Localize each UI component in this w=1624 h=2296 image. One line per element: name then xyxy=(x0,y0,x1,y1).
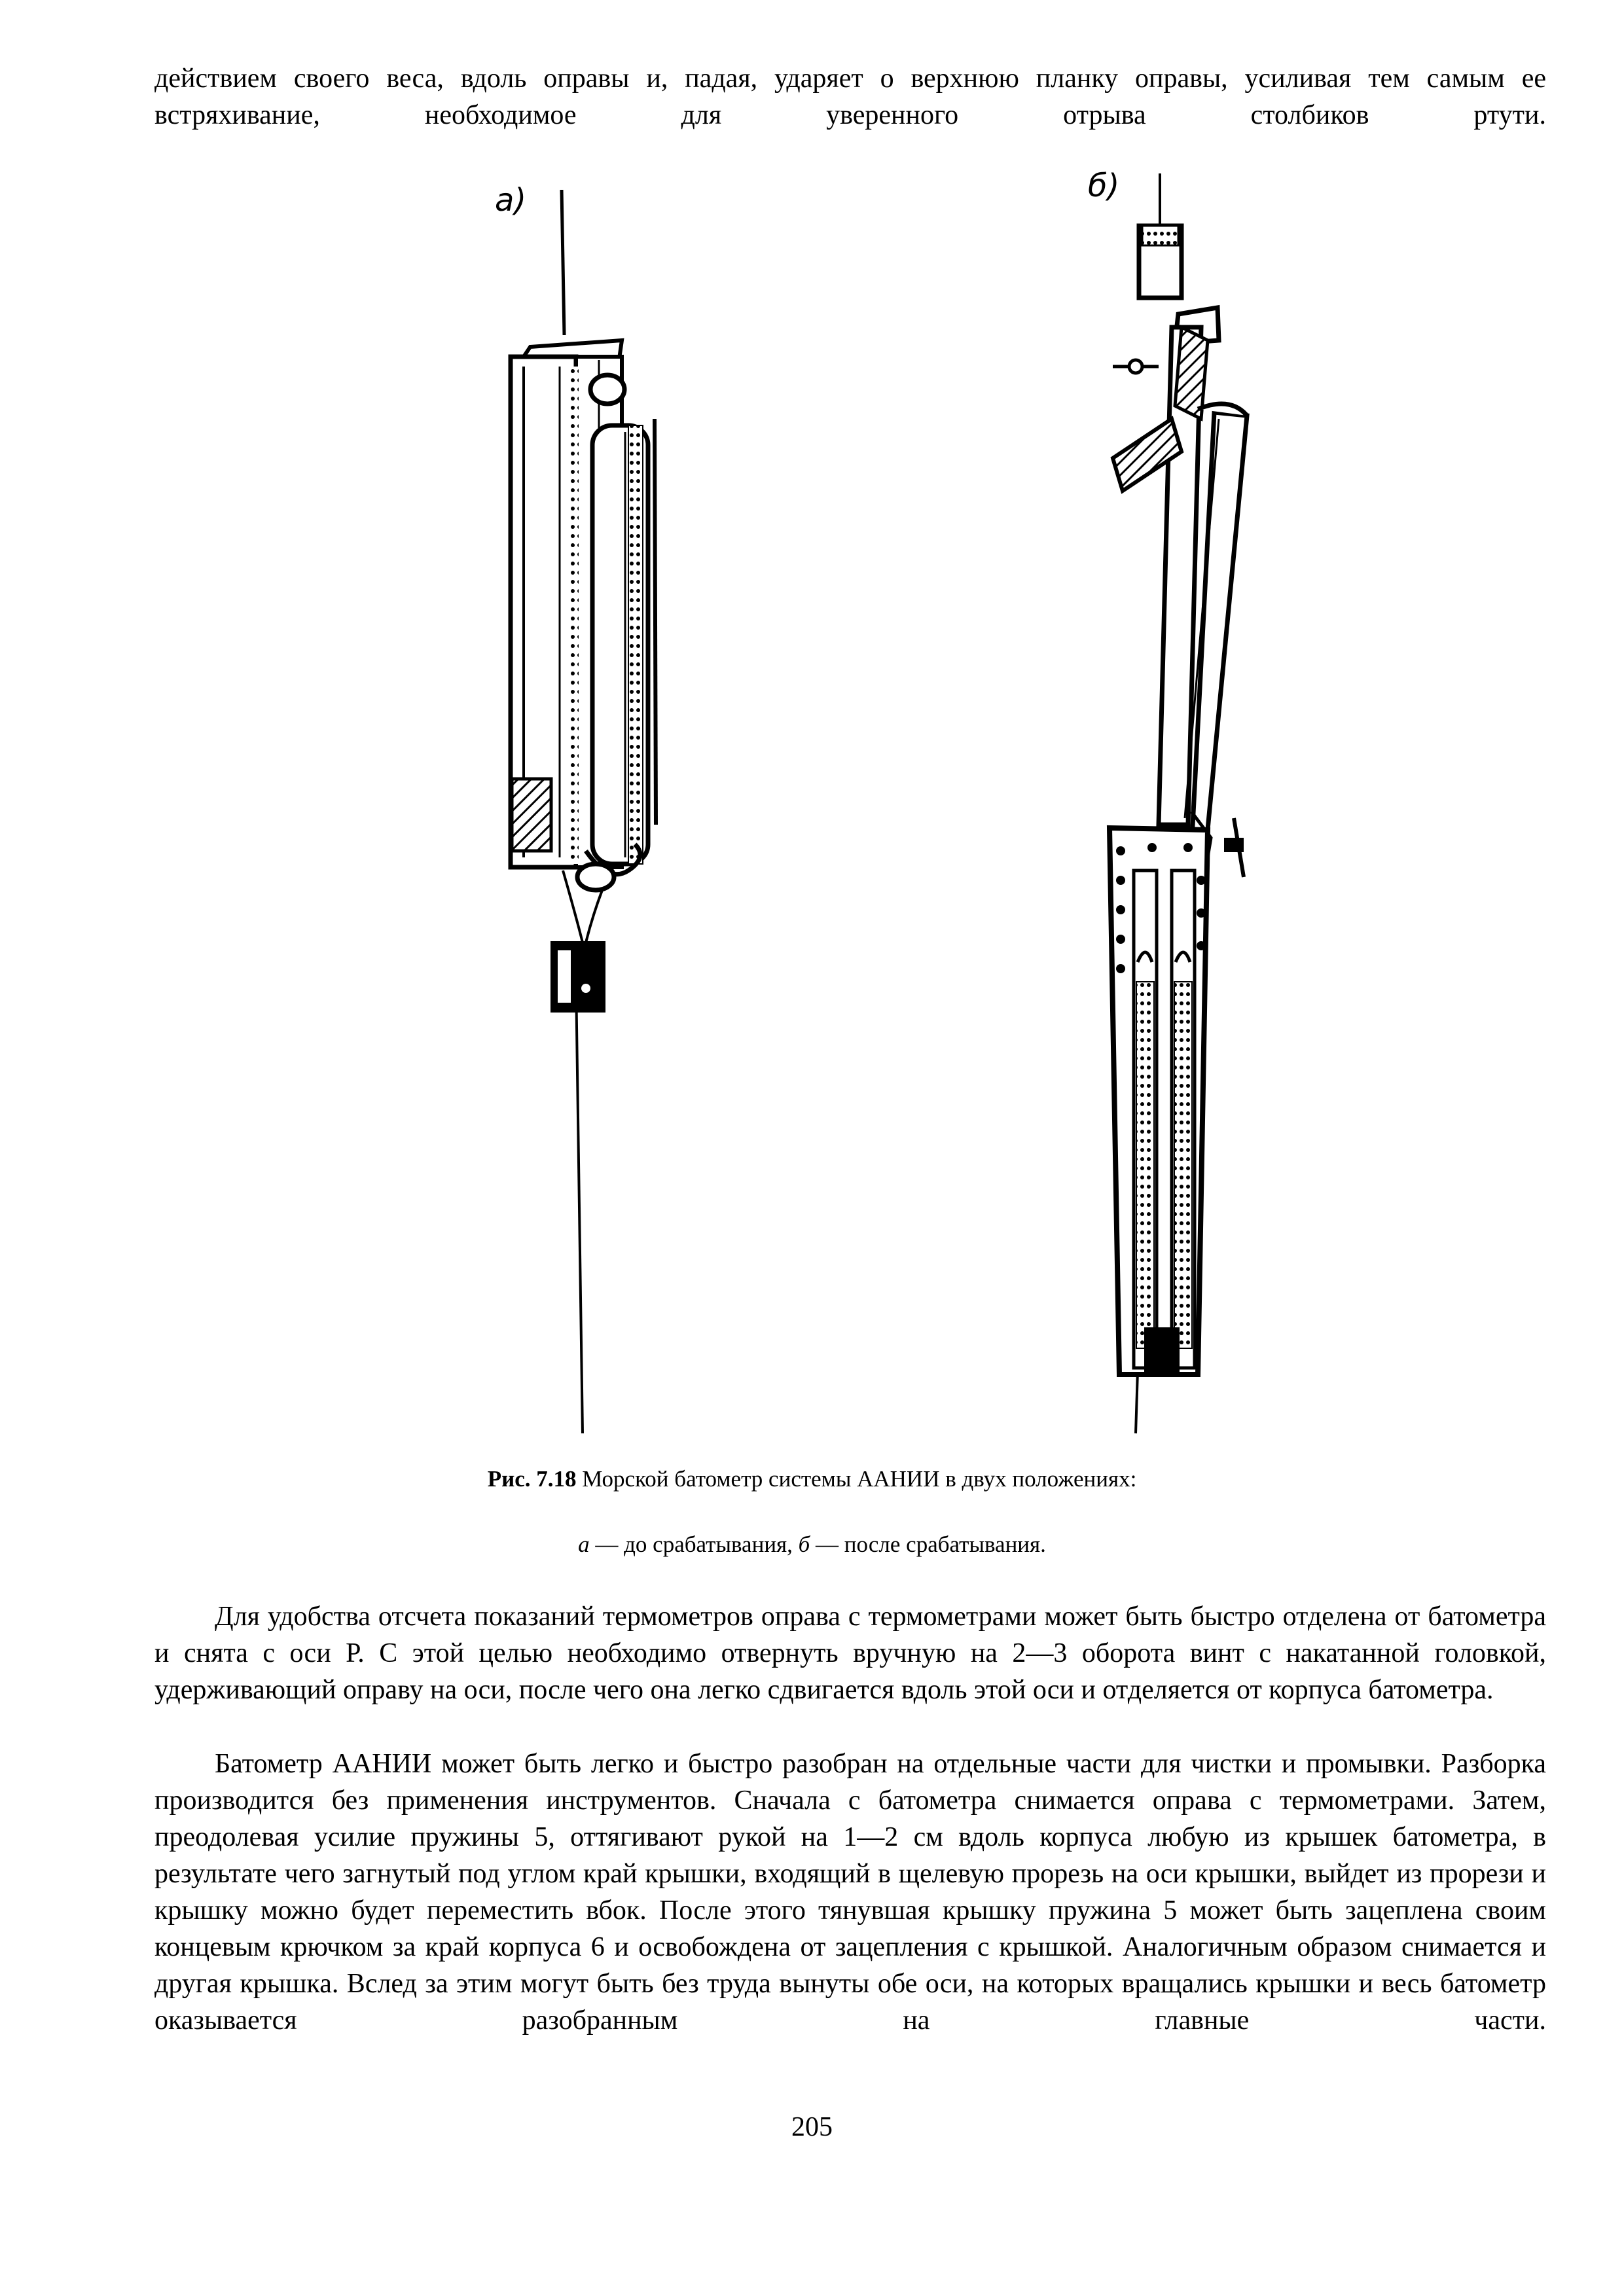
figure-caption xyxy=(0,1465,1624,1494)
caption-b-text: — после срабатывания. xyxy=(810,1532,1046,1557)
paragraph-continuation: действием своего веса, вдоль оправы и, падая, ударяет о верхнюю планку оправы, усиливая тем самым ее встряхивание, необходимое для уверенного отрыва столбиков ртути. xyxy=(154,63,1546,130)
caption-number: Рис. 7.18 xyxy=(487,1466,577,1492)
page-number: 205 xyxy=(791,2112,833,2142)
bathometer-drawing-a xyxy=(511,190,656,1433)
paragraph-disassembly: Батометр ААНИИ может быть легко и быстро разобран на отдельные части для чистки и промывки. Разборка производится без применения инструментов. Сначала с батометра снимается оправа с термометрами. Затем, преодолевая усилие пружины 5, оттягивают рукой на 1—2 см вдоль корпуса любую из крышек батометра, в результате чего загнутый под углом край крышки, входящий в щелевую прорезь на оси крышки, выйдет из прорези и крышку можно будет переместить вбок. После этого тянувшая крышку пружина 5 может быть зацеплена своим концевым крючком за край корпуса 6 и освобождена от зацепления с крышкой. Аналогичным образом снимается и другая крышка. Вслед за этим могут быть без труда вынуты обе оси, на которых вращались крышки и весь батометр оказывается разобранным на главные части. xyxy=(154,1749,1546,2036)
caption-b-letter: б xyxy=(798,1532,810,1557)
figure-caption-legend xyxy=(0,1530,1624,1559)
figure-label-b: б) xyxy=(1088,168,1120,204)
figure-label-a: а) xyxy=(495,182,527,219)
caption-title: Морской батометр системы ААНИИ в двух положениях: xyxy=(576,1466,1137,1492)
caption-a-text: — до срабатывания, xyxy=(589,1532,799,1557)
caption-a-letter: а xyxy=(578,1532,590,1557)
paragraph-reading-thermometers: Для удобства отсчета показаний термометров оправа с термометрами может быть быстро отделена от батометра и снята с оси Р. С этой целью необходимо отвернуть вручную на 2—3 оборота винт с накатанной головкой, удерживающий оправу на оси, после чего она легко сдвигается вдоль этой оси и отделяется от корпуса батометра. xyxy=(154,1602,1546,1705)
bathometer-drawing-b xyxy=(1110,173,1247,1433)
